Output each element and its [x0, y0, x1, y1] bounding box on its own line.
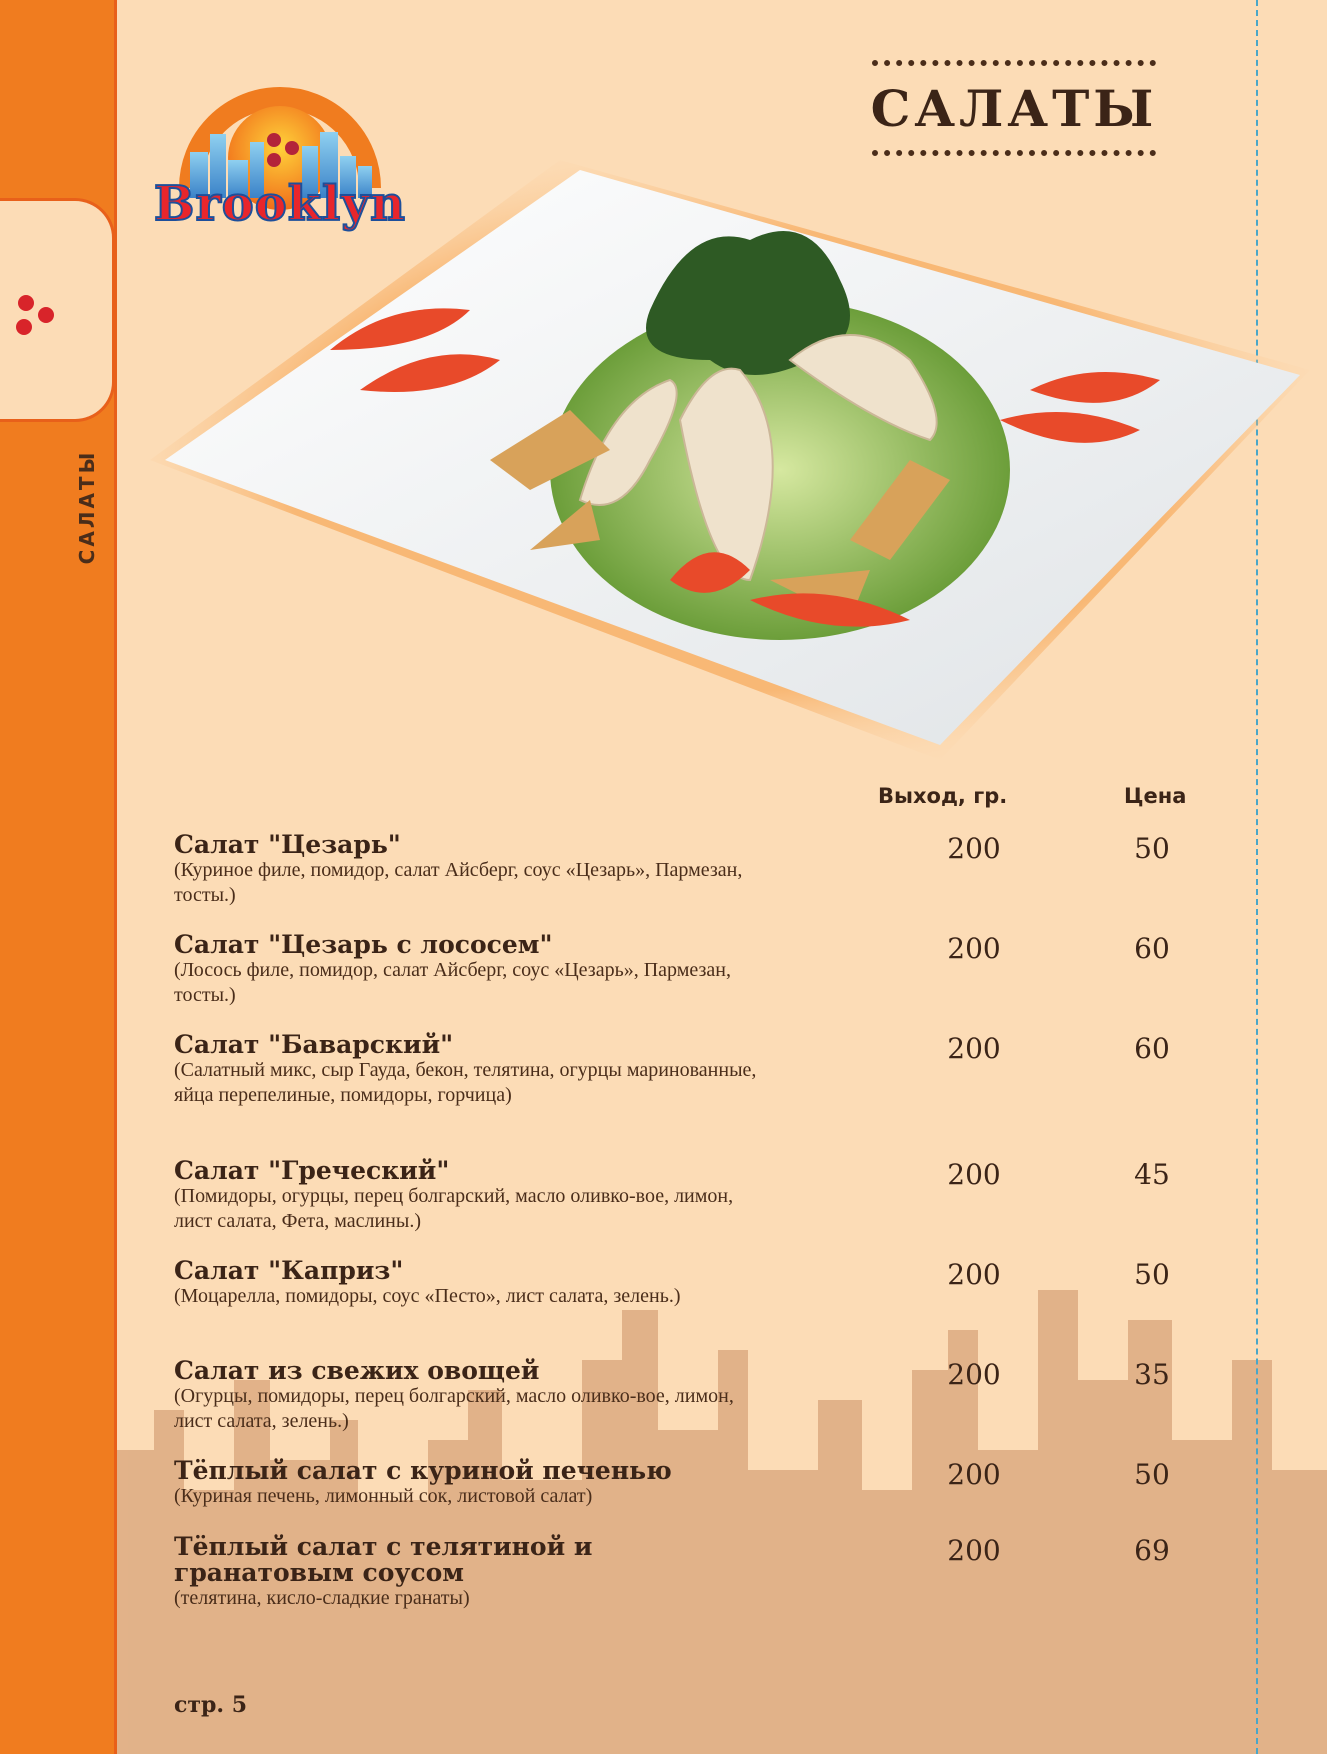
menu-item-description: (Помидоры, огурцы, перец болгарский, масло оливко-вое, лимон, лист салата, Фета, маслины.)	[174, 1185, 734, 1232]
menu-item	[174, 1032, 1254, 1108]
menu-item-description: (Моцарелла, помидоры, соус «Песто», лист салата, зелень.)	[174, 1285, 681, 1307]
column-header-yield: Выход, гр.	[878, 784, 1008, 808]
menu-item-weight: 200	[947, 1534, 1001, 1567]
menu-item-description: (Куриная печень, лимонный сок, листовой салат)	[174, 1485, 593, 1507]
menu-item-price: 50	[1134, 1458, 1170, 1491]
menu-item-weight: 200	[947, 1458, 1001, 1491]
menu-item-price: 69	[1134, 1534, 1170, 1567]
section-tab-label: САЛАТЫ	[75, 449, 99, 565]
menu-item-price: 60	[1134, 932, 1170, 965]
menu-item	[174, 1158, 1254, 1234]
menu-item-price: 60	[1134, 1032, 1170, 1065]
menu-item-price: 50	[1134, 832, 1170, 865]
menu-item-description: (Салатный микс, сыр Гауда, бекон, телятина, огурцы маринованные, яйца перепелиные, помидоры, горчица)	[174, 1059, 757, 1106]
menu-item-name: Салат "Цезарь с лососем"	[174, 930, 553, 959]
menu-item-description: (телятина, кисло-сладкие гранаты)	[174, 1587, 470, 1609]
menu-item-price: 45	[1134, 1158, 1170, 1191]
menu-item-description: (Куриное филе, помидор, салат Айсберг, соус «Цезарь», Пармезан, тосты.)	[174, 859, 743, 906]
menu-item-description: (Лосось филе, помидор, салат Айсберг, соус «Цезарь», Пармезан, тосты.)	[174, 959, 731, 1006]
menu-item-name: Салат из свежих овощей	[174, 1356, 540, 1385]
page-header	[868, 60, 1160, 156]
menu-item-price: 35	[1134, 1358, 1170, 1391]
menu-item-weight: 200	[947, 832, 1001, 865]
menu-item	[174, 1458, 1254, 1509]
salad-photo	[150, 160, 1310, 760]
menu-item	[174, 1534, 1254, 1611]
menu-item	[174, 1358, 1254, 1434]
menu-item-weight: 200	[947, 932, 1001, 965]
menu-item-weight: 200	[947, 1032, 1001, 1065]
menu-item-name: Салат "Цезарь"	[174, 830, 401, 859]
menu-item-name: Тёплый салат с телятиной и гранатовым соусом	[174, 1532, 593, 1587]
menu-item	[174, 1258, 1254, 1309]
dotted-divider	[872, 150, 1156, 156]
menu-item-weight: 200	[947, 1158, 1001, 1191]
menu-item-name: Тёплый салат с куриной печенью	[174, 1456, 672, 1485]
menu-item-price: 50	[1134, 1258, 1170, 1291]
column-header-price: Цена	[1124, 784, 1187, 808]
menu-item-description: (Огурцы, помидоры, перец болгарский, масло оливко-вое, лимон, лист салата, зелень.)	[174, 1385, 734, 1432]
menu-item-name: Салат "Баварский"	[174, 1030, 454, 1059]
menu-item	[174, 832, 1254, 908]
page-number: стр. 5	[174, 1692, 248, 1718]
menu-item-name: Салат "Каприз"	[174, 1256, 404, 1285]
menu-item-name: Салат "Греческий"	[174, 1156, 450, 1185]
section-tab[interactable]	[0, 198, 115, 565]
bowling-dots-icon	[14, 291, 74, 351]
menu-item-weight: 200	[947, 1358, 1001, 1391]
dotted-divider	[872, 60, 1156, 66]
page-title: САЛАТЫ	[870, 79, 1158, 138]
logo-brand-text: Brooklyn	[153, 176, 407, 232]
menu-item	[174, 932, 1254, 1008]
menu-item-weight: 200	[947, 1258, 1001, 1291]
